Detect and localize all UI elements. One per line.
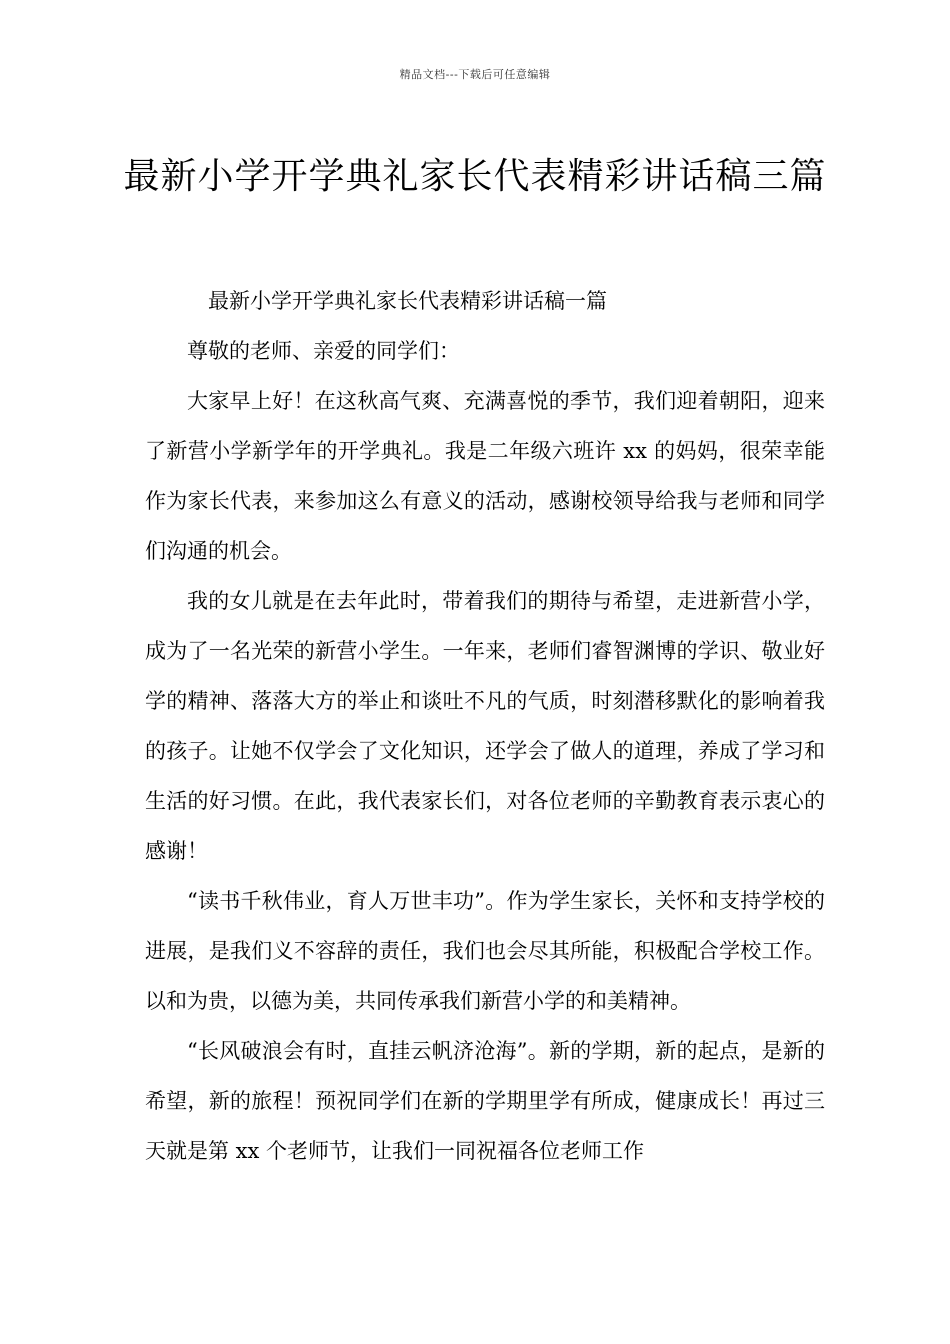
document-title: 最新小学开学典礼家长代表精彩讲话稿三篇 bbox=[123, 156, 827, 198]
salutation: 尊敬的老师、亲爱的同学们： bbox=[187, 339, 460, 363]
paragraph: “读书千秋伟业，育人万世丰功”。作为学生家长，关怀和支持学校的进展，是我们义不容辞的责任，我们也会尽其所能，积极配合学校工作。以和为贵，以德为美，共同传承我们新营小学的和美精神。 bbox=[145, 889, 825, 1013]
paragraph: 大家早上好！在这秋高气爽、充满喜悦的季节，我们迎着朝阳，迎来了新营小学新学年的开学典礼。我是二年级六班许 xx 的妈妈，很荣幸能作为家长代表，来参加这么有意义的活动，感谢校领导给我与老师和同学们沟通的机会。 bbox=[145, 389, 825, 563]
header-note: 精品文档---下载后可任意编辑 bbox=[399, 68, 551, 81]
document-body bbox=[145, 276, 825, 1176]
paragraph: 我的女儿就是在去年此时，带着我们的期待与希望，走进新营小学，成为了一名光荣的新营小学生。一年来，老师们睿智渊博的学识、敬业好学的精神、落落大方的举止和谈吐不凡的气质，时刻潜移默化的影响着我的孩子。让她不仅学会了文化知识，还学会了做人的道理，养成了学习和生活的好习惯。在此，我代表家长们，对各位老师的辛勤教育表示衷心的感谢！ bbox=[145, 589, 825, 863]
section-subtitle: 最新小学开学典礼家长代表精彩讲话稿一篇 bbox=[208, 289, 607, 313]
paragraph: “长风破浪会有时，直挂云帆济沧海”。新的学期，新的起点，是新的希望，新的旅程！预祝同学们在新的学期里学有所成，健康成长！再过三天就是第 xx 个老师节，让我们一同祝福各位老师工作 bbox=[145, 1039, 825, 1163]
